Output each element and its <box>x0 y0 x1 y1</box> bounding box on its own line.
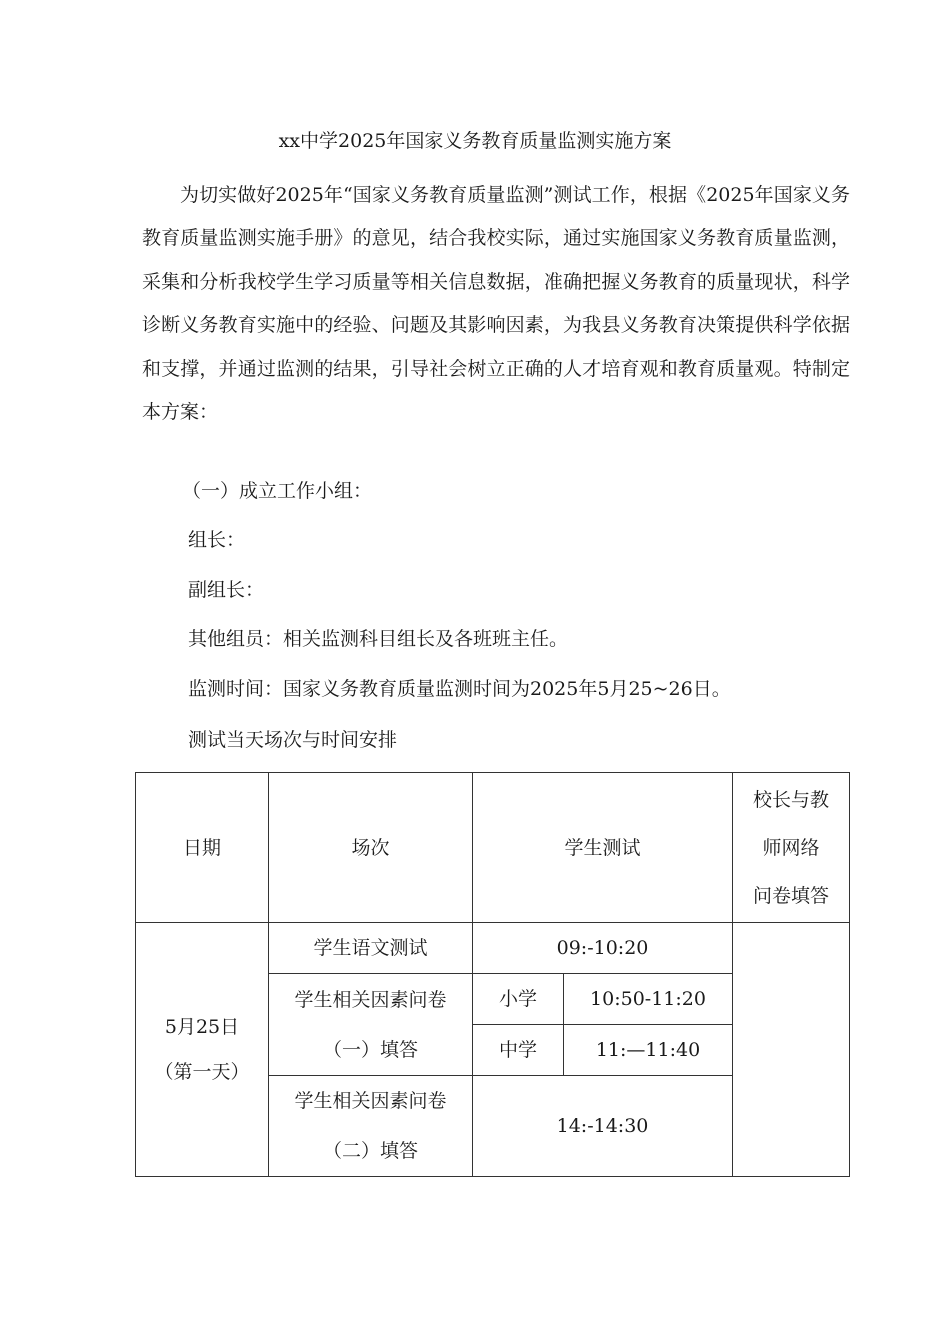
intro-paragraph: 为切实做好2025年“国家义务教育质量监测”测试工作，根据《2025年国家义务教育质量监测实施手册》的意见，结合我校实际，通过实施国家义务教育质量监测，采集和分析我校学生学习质量等相关信息数据，准确把握义务教育的质量现状，科学诊断义务教育实施中的经验、问题及其影响因素，为我县义务教育决策提供科学依据和支撑，并通过监测的结果，引导社会树立正确的人才培育观和教育质量观。特制定本方案： <box>142 184 850 424</box>
schedule-heading: 测试当天场次与时间安排 <box>188 729 398 751</box>
header-session: 场次 <box>269 773 473 923</box>
header-principal-line3: 问卷填答 <box>753 884 830 907</box>
header-principal-line2: 师网络 <box>762 836 820 859</box>
questionnaire-2-line2: （二）填答 <box>322 1140 418 1162</box>
header-date: 日期 <box>136 773 269 923</box>
other-members: 其他组员：相关监测科目组长及各班班主任。 <box>188 628 569 650</box>
table-header-row <box>136 773 850 923</box>
chinese-time: 09:-10:20 <box>473 923 733 974</box>
monitor-time: 监测时间：国家义务教育质量监测时间为2025年5月25~26日。 <box>188 678 731 700</box>
day-cell <box>136 923 269 1177</box>
primary-time: 10:50-11:20 <box>564 974 733 1025</box>
questionnaire-1-line1: 学生相关因素问卷 <box>294 988 447 1011</box>
header-student-test: 学生测试 <box>473 773 733 923</box>
day-date: 5月25日 <box>164 1015 240 1038</box>
group-leader: 组长： <box>188 529 246 551</box>
questionnaire-1 <box>269 974 473 1076</box>
questionnaire-1-line2: （一）填答 <box>322 1038 418 1061</box>
principal-survey-cell <box>733 923 850 1177</box>
chinese-test: 学生语文测试 <box>269 923 473 974</box>
vice-group-leader: 副组长： <box>188 579 265 601</box>
day-label: （第一天） <box>154 1060 250 1083</box>
schedule-table <box>135 772 850 1177</box>
questionnaire-2-line1: 学生相关因素问卷 <box>294 1090 447 1112</box>
header-principal-line1: 校长与教 <box>753 788 830 811</box>
document-title: xx中学2025年国家义务教育质量监测实施方案 <box>278 130 672 152</box>
header-principal-survey <box>733 773 850 923</box>
questionnaire-2-time: 14:-14:30 <box>473 1076 733 1177</box>
middle-time: 11:—11:40 <box>564 1025 733 1076</box>
questionnaire-2 <box>269 1076 473 1177</box>
middle-school: 中学 <box>473 1025 564 1076</box>
primary-school: 小学 <box>473 974 564 1025</box>
table-row <box>136 923 850 974</box>
section-heading-work-group: （一）成立工作小组： <box>182 480 373 502</box>
